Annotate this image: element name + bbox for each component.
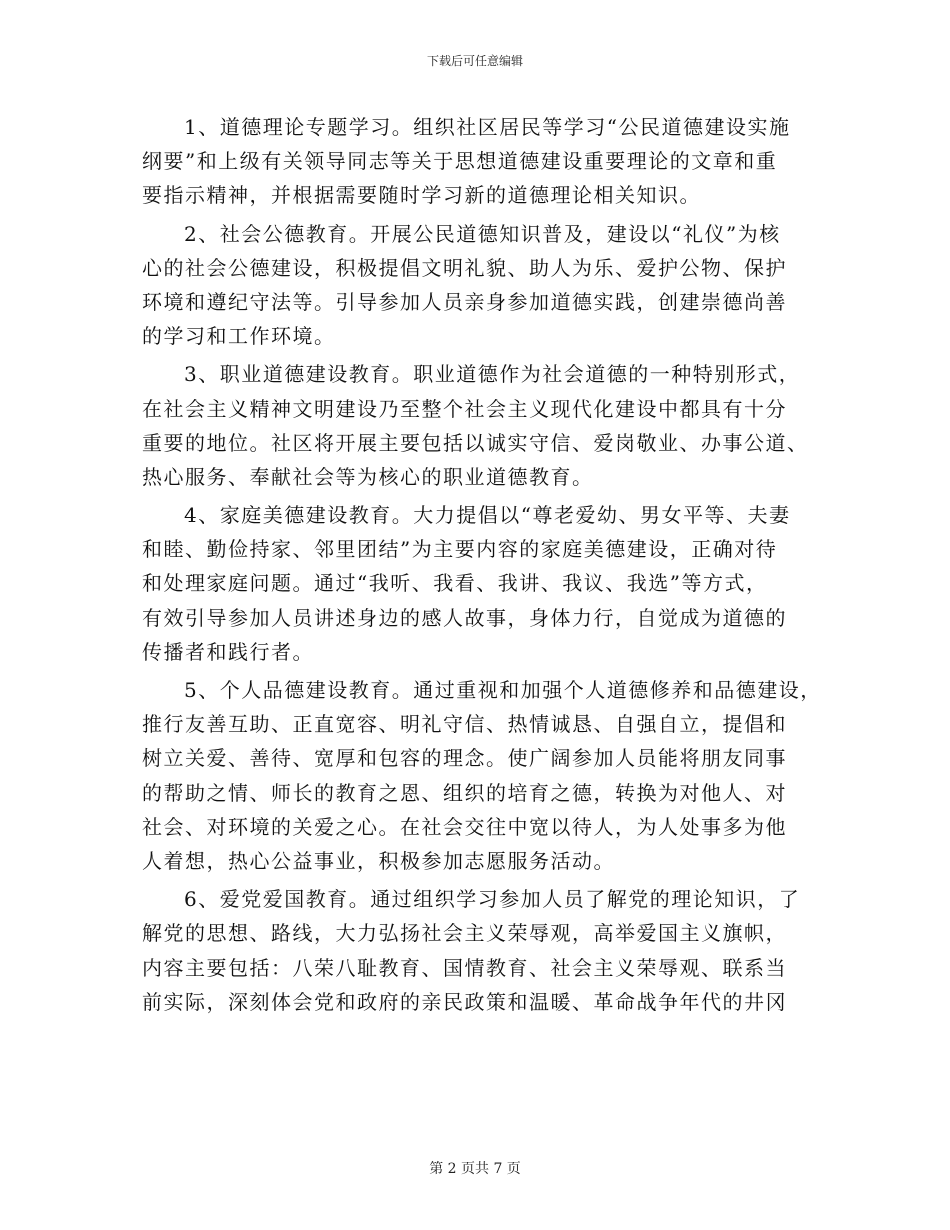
- paragraph-line: 在社会主义精神文明建设乃至整个社会主义现代化建设中都具有十分: [142, 396, 787, 421]
- page-number-footer: 第 2 页共 7 页: [429, 1161, 521, 1177]
- paragraph-line: 热心服务、奉献社会等为核心的职业道德教育。: [142, 464, 594, 489]
- paragraph-line: 纲要”和上级有关领导同志等关于思想道德建设重要理论的文章和重: [142, 149, 778, 174]
- paragraph-line: 解党的思想、路线，大力弘扬社会主义荣辱观，高举爱国主义旗帜，: [142, 921, 787, 946]
- paragraph-line: 要指示精神，并根据需要随时学习新的道德理论相关知识。: [142, 183, 701, 208]
- paragraph-line: 前实际，深刻体会党和政府的亲民政策和温暖、革命战争年代的井冈: [142, 989, 787, 1014]
- paragraph-line: 重要的地位。社区将开展主要包括以诚实守信、爱岗敬业、办事公道、: [142, 430, 809, 455]
- document-body: [142, 110, 832, 1023]
- paragraph-5: [142, 673, 832, 878]
- paragraph-line: 传播者和践行者。: [142, 639, 314, 664]
- paragraph-line: 环境和遵纪守法等。引导参加人员亲身参加道德实践，创建崇德尚善: [142, 289, 787, 314]
- paragraph-line: 4、家庭美德建设教育。大力提倡以“尊老爱幼、男女平等、夫妻: [184, 503, 791, 528]
- paragraph-line: 社会、对环境的关爱之心。在社会交往中宽以待人，为人处事多为他: [142, 814, 787, 839]
- paragraph-line: 2、社会公德教育。开展公民道德知识普及，建设以“礼仪”为核: [184, 221, 781, 246]
- paragraph-4: [142, 498, 832, 669]
- paragraph-line: 3、职业道德建设教育。职业道德作为社会道德的一种特别形式，: [184, 362, 801, 387]
- paragraph-line: 的帮助之情、师长的教育之恩、组织的培育之德，转换为对他人、对: [142, 780, 787, 805]
- paragraph-line: 1、道德理论专题学习。组织社区居民等学习“公民道德建设实施: [184, 115, 791, 139]
- page-header: 下载后可任意编辑: [426, 54, 523, 68]
- paragraph-line: 和睦、勤俭持家、邻里团结”为主要内容的家庭美德建设，正确对待: [142, 537, 778, 562]
- paragraph-6: [142, 882, 832, 1019]
- paragraph-line: 的学习和工作环境。: [142, 324, 336, 349]
- paragraph-line: 内容主要包括：八荣八耻教育、国情教育、社会主义荣辱观、联系当: [142, 955, 787, 980]
- paragraph-3: [142, 357, 832, 494]
- paragraph-line: 树立关爱、善待、宽厚和包容的理念。使广阔参加人员能将朋友同事: [142, 746, 787, 771]
- paragraph-2: [142, 217, 832, 354]
- paragraph-line: 5、个人品德建设教育。通过重视和加强个人道德修养和品德建设，: [184, 678, 822, 702]
- paragraph-line: 有效引导参加人员讲述身边的感人故事，身体力行，自觉成为道德的: [142, 605, 787, 630]
- paragraph-1: [142, 110, 832, 213]
- paragraph-line: 6、爱党爱国教育。通过组织学习参加人员了解党的理论知识，了: [184, 887, 801, 912]
- paragraph-line: 推行友善互助、正直宽容、明礼守信、热情诚恳、自强自立，提倡和: [142, 712, 787, 737]
- paragraph-line: 和处理家庭问题。通过“我听、我看、我讲、我议、我选”等方式，: [142, 571, 768, 596]
- paragraph-line: 人着想，热心公益事业，积极参加志愿服务活动。: [142, 848, 615, 873]
- paragraph-line: 心的社会公德建设，积极提倡文明礼貌、助人为乐、爱护公物、保护: [142, 255, 787, 280]
